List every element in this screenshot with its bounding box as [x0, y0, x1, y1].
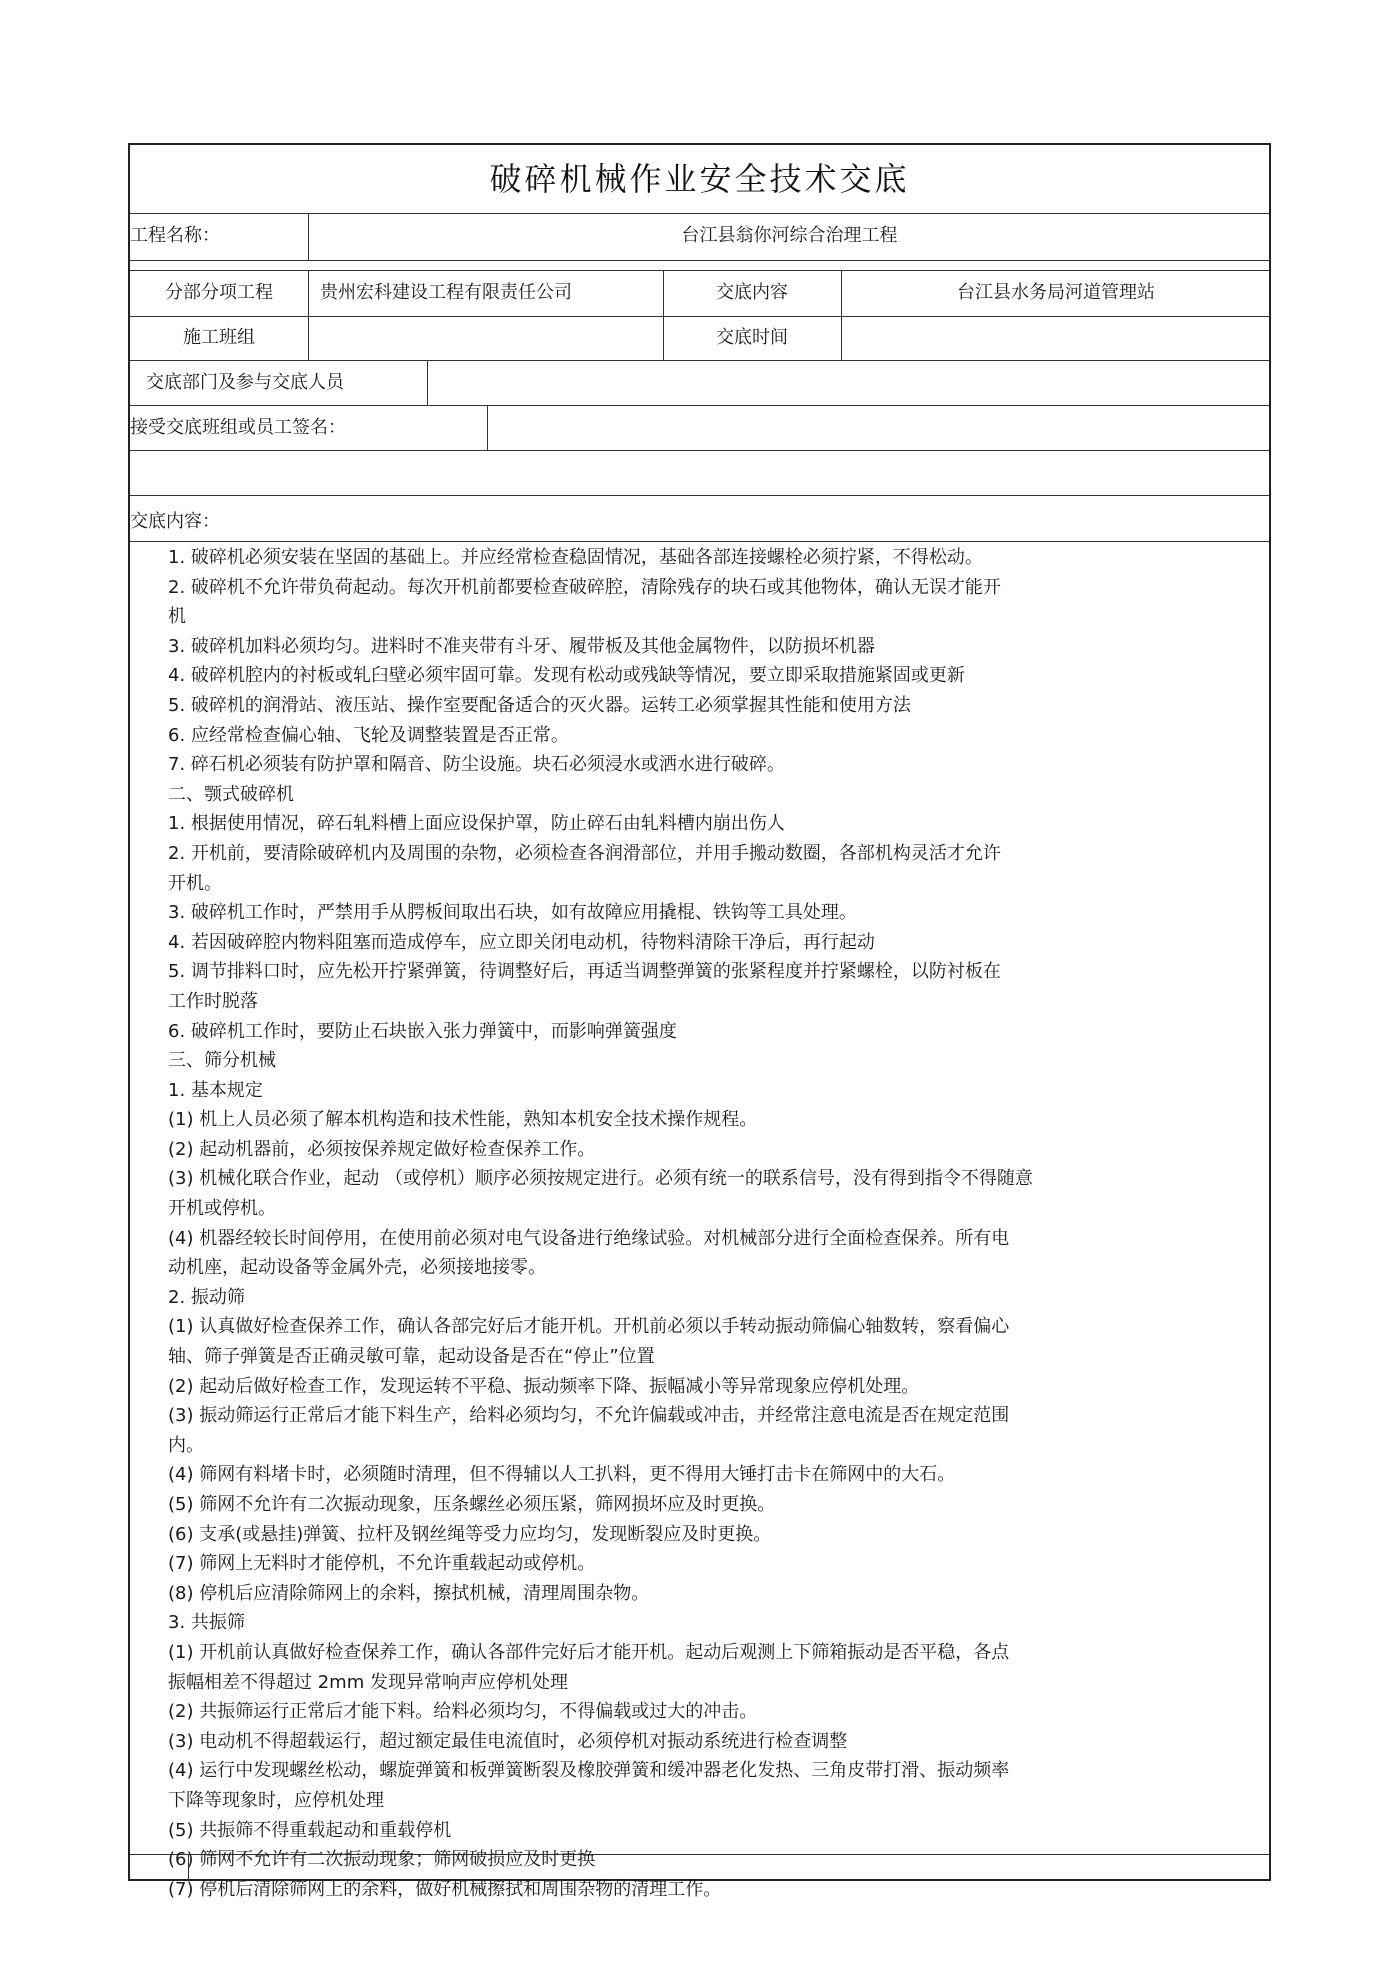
rule-blank-bottom [130, 495, 1269, 496]
content-line: (8) 停机后应清除筛网上的余料，擦拭机械，清理周围杂物。 [168, 1582, 650, 1604]
content-line: 3. 破碎机工作时，严禁用手从腭板间取出石块，如有故障应用撬棍、铁钩等工具处理。 [168, 902, 857, 924]
content-line: (7) 停机后清除筛网上的余料，做好机械擦拭和周围杂物的清理工作。 [168, 1878, 722, 1900]
content-line: 振幅相差不得超过 2mm 发现异常响声应停机处理 [168, 1671, 568, 1693]
rule-sign-bottom [130, 450, 1269, 451]
content-line: 1. 基本规定 [168, 1079, 263, 1101]
content-line: 1. 破碎机必须安装在坚固的基础上。并应经常检查稳固情况，基础各部连接螺栓必须拧紧，不得松动。 [168, 547, 983, 568]
rule-col1-divider [308, 270, 309, 360]
content-line: 内。 [168, 1434, 204, 1456]
disclosure-time-label: 交底时间 [716, 327, 788, 348]
content-line: (3) 振动筛运行正常后才能下料生产，给料必须均匀，不允许偏载或冲击，并经常注意电流是否在规定范围 [168, 1405, 1010, 1427]
content-line: 4. 若因破碎腔内物料阻塞而造成停车，应立即关闭电动机，待物料清除干净后，再行起动 [168, 931, 875, 953]
subproject-label: 分部分项工程 [165, 282, 273, 303]
content-line: (1) 机上人员必须了解本机构造和技术性能，熟知本机安全技术操作规程。 [168, 1109, 758, 1131]
content-line: (5) 筛网不允许有二次振动现象，压条螺丝必须压紧，筛网损坏应及时更换。 [168, 1494, 776, 1515]
content-line: (4) 运行中发现螺丝松动，螺旋弹簧和板弹簧断裂及橡胶弹簧和缓冲器老化发热、三角皮带打滑、振动频率 [168, 1760, 1010, 1782]
disclosure-content-value: 台江县水务局河道管理站 [957, 282, 1155, 303]
disclosure-content-label: 交底内容 [716, 282, 788, 303]
rule-dept-divider [427, 360, 428, 405]
rule-title-bottom [130, 213, 1269, 214]
content-line: 1. 根据使用情况，碎石轧料槽上面应设保护罩，防止碎石由轧料槽内崩出伤人 [168, 813, 785, 835]
rule-subproject-bottom [130, 316, 1269, 317]
content-line: (2) 起动后做好检查工作，发现运转不平稳、振动频率下降、振幅减小等异常现象应停机处理。 [168, 1375, 920, 1397]
content-line: 开机或停机。 [168, 1198, 276, 1220]
content-line: 轴、筛子弹簧是否正确灵敏可靠，起动设备是否在“停止”位置 [168, 1346, 655, 1368]
content-line: 工作时脱落 [168, 990, 258, 1012]
content-list [168, 543, 1248, 1904]
content-line: 三、筛分机械 [168, 1050, 276, 1072]
project-label: 工程名称： [130, 225, 220, 246]
rule-dept-bottom [130, 405, 1269, 406]
content-line: (4) 筛网有料堵卡时，必须随时清理，但不得辅以人工扒料，更不得用大锤打击卡在筛网中的大石。 [168, 1464, 956, 1486]
content-line: (6) 支承(或悬挂)弹簧、拉杆及钢丝绳等受力应均匀，发现断裂应及时更换。 [168, 1523, 772, 1545]
content-line: 2. 破碎机不允许带负荷起动。每次开机前都要检查破碎腔，清除残存的块石或其他物体，确认无误才能开 [168, 576, 1001, 598]
content-line: (6) 筛网不允许有二次振动现象；筛网破损应及时更换 [168, 1849, 596, 1871]
content-line: 3. 破碎机加料必须均匀。进料时不准夹带有斗牙、履带板及其他金属物件，以防损坏机器 [168, 635, 875, 657]
content-line: 4. 破碎机腔内的衬板或轧臼壁必须牢固可靠。发现有松动或残缺等情况，要立即采取措施紧固或更新 [168, 665, 965, 687]
content-line: 动机座，起动设备等金属外壳，必须接地接零。 [168, 1257, 546, 1279]
rule-content-label-bottom [130, 541, 1269, 542]
content-line: (4) 机器经较长时间停用，在使用前必须对电气设备进行绝缘试验。对机械部分进行全面检查保养。所有电 [168, 1227, 1010, 1249]
content-line: (5) 共振筛不得重载起动和重载停机 [168, 1819, 452, 1841]
subproject-value: 贵州宏科建设工程有限责任公司 [320, 282, 572, 303]
team-label: 施工班组 [183, 327, 255, 348]
content-line: (3) 电动机不得超载运行，超过额定最佳电流值时，必须停机对振动系统进行检查调整 [168, 1730, 848, 1752]
content-line: 5. 调节排料口时，应先松开拧紧弹簧，待调整好后，再适当调整弹簧的张紧程度并拧紧螺栓，以防衬板在 [168, 961, 1001, 983]
content-line: (2) 共振筛运行正常后才能下料。给料必须均匀，不得偏载或过大的冲击。 [168, 1701, 758, 1723]
rule-project-bottom [130, 260, 1269, 261]
content-label: 交底内容： [130, 511, 220, 532]
form-title: 破碎机械作业安全技术交底 [489, 160, 910, 198]
sign-label: 接受交底班组或员工签名： [130, 417, 346, 438]
content-line: 6. 应经常检查偏心轴、飞轮及调整装置是否正常。 [168, 724, 569, 746]
content-line: (1) 认真做好检查保养工作，确认各部完好后才能开机。开机前必须以手转动振动筛偏心轴数转，察看偏心 [168, 1316, 1010, 1338]
rule-team-bottom [130, 360, 1269, 361]
content-line: 2. 振动筛 [168, 1286, 245, 1308]
rule-sign-divider [487, 405, 488, 450]
content-line: (2) 起动机器前，必须按保养规定做好检查保养工作。 [168, 1138, 596, 1160]
project-value: 台江县翁你河综合治理工程 [681, 225, 898, 246]
content-line: 2. 开机前，要清除破碎机内及周围的杂物，必须检查各润滑部位，并用手搬动数圈，各部机构灵活才允许 [168, 842, 1001, 864]
content-line: 3. 共振筛 [168, 1612, 245, 1634]
content-line: 下降等现象时，应停机处理 [168, 1789, 384, 1811]
content-line: (7) 筛网上无料时才能停机，不允许重载起动或停机。 [168, 1553, 596, 1575]
dept-label: 交底部门及参与交底人员 [146, 372, 344, 393]
content-line: 5. 破碎机的润滑站、液压站、操作室要配备适合的灭火器。运转工必须掌握其性能和使用方法 [168, 694, 911, 716]
rule-subproject-top [130, 270, 1269, 271]
content-line: (1) 开机前认真做好检查保养工作，确认各部件完好后才能开机。起动后观测上下筛箱振动是否平稳，各点 [168, 1641, 1010, 1663]
content-line: 二、颚式破碎机 [168, 783, 294, 805]
content-line: 机 [168, 606, 186, 628]
content-line: 6. 破碎机工作时，要防止石块嵌入张力弹簧中，而影响弹簧强度 [168, 1020, 677, 1042]
content-line: (3) 机械化联合作业，起动 （或停机）顺序必须按规定进行。必须有统一的联系信号，没有得到指令不得随意 [168, 1168, 1033, 1190]
content-line: 开机。 [168, 872, 222, 894]
content-line: 7. 碎石机必须装有防护罩和隔音、防尘设施。块石必须浸水或洒水进行破碎。 [168, 754, 785, 776]
disclosure-form [128, 143, 1271, 1900]
